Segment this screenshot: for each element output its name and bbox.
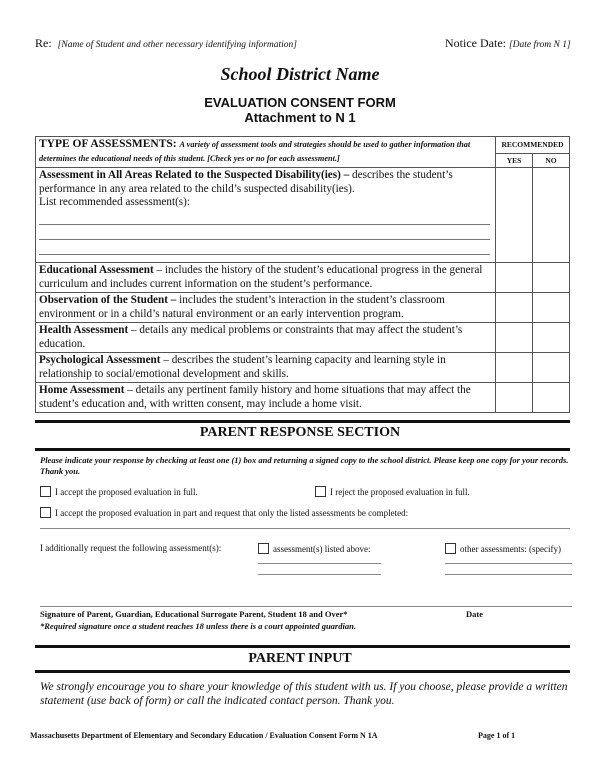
accept-full-checkbox[interactable] — [40, 486, 198, 497]
row-desc: describes the student’s performance in any area related to the child’s suspected disability(ies). — [39, 169, 453, 195]
listed-above-checkbox[interactable] — [258, 543, 370, 554]
no-header: NO — [533, 153, 570, 168]
divider — [35, 420, 570, 423]
parent-input-text: We strongly encourage you to share your knowledge of this student with us. If you choose, please provide a written statement (use back of form) or call the indicated contact person. Thank you. — [40, 681, 568, 707]
form-subtitle: Attachment to N 1 — [244, 110, 356, 125]
notice-value: [Date from N 1] — [508, 40, 571, 50]
yes-cell[interactable] — [496, 293, 533, 323]
checkbox-icon[interactable] — [315, 486, 326, 497]
table-header — [36, 137, 496, 168]
parent-response-title: PARENT RESPONSE SECTION — [199, 425, 401, 440]
no-cell[interactable] — [533, 323, 570, 353]
write-line[interactable] — [39, 225, 490, 240]
re-label: Re: — [35, 36, 52, 50]
other-assessments-checkbox[interactable] — [445, 543, 561, 554]
write-line[interactable] — [40, 528, 570, 529]
signature-note: *Required signature once a student reaches 18 unless there is a court appointed guardian. — [40, 621, 356, 631]
row-desc: – includes the history of the student’s educational progress in the general curriculum and includes current information on the student’s performance. — [39, 264, 483, 290]
yes-cell[interactable] — [496, 323, 533, 353]
no-cell[interactable] — [533, 168, 570, 263]
footer-text: Massachusetts Department of Elementary and Secondary Education / Evaluation Consent Form N 1A — [30, 731, 378, 740]
no-cell[interactable] — [533, 263, 570, 293]
write-line[interactable] — [39, 240, 490, 255]
row-name: Home Assessment — [39, 384, 125, 396]
write-line[interactable] — [258, 563, 381, 564]
write-line[interactable] — [258, 574, 381, 575]
accept-part-label: I accept the proposed evaluation in part and request that only the listed assessments be completed: — [55, 507, 409, 518]
row-extra: List recommended assessment(s): — [39, 196, 190, 208]
yes-cell[interactable] — [496, 383, 533, 413]
row-desc: – details any medical problems or constraints that may affect the student’s education. — [39, 324, 463, 350]
yes-header: YES — [496, 153, 533, 168]
checkbox-icon[interactable] — [40, 507, 51, 518]
re-value: [Name of Student and other necessary identifying information] — [57, 40, 297, 50]
parent-input-title: PARENT INPUT — [248, 651, 352, 666]
table-row — [36, 353, 570, 383]
no-cell[interactable] — [533, 353, 570, 383]
listed-above-label: assessment(s) listed above: — [273, 543, 371, 554]
divider — [35, 645, 570, 648]
other-label: other assessments: (specify) — [460, 543, 561, 554]
heading: TYPE OF ASSESSMENTS: — [39, 138, 177, 150]
heading-note: A variety of assessment tools and strategies should be used to gather information that determines the educational needs of this student. [Check yes or no for each assessment.] — [39, 140, 471, 163]
yes-cell[interactable] — [496, 263, 533, 293]
accept-full-label: I accept the proposed evaluation in full. — [55, 486, 198, 497]
reject-full-label: I reject the proposed evaluation in full. — [330, 486, 470, 497]
table-row — [36, 323, 570, 353]
additional-label: I additionally request the following assessment(s): — [40, 543, 222, 553]
row-name: Observation of the Student – — [39, 294, 177, 306]
page-number: Page 1 of 1 — [478, 731, 516, 740]
row-name: Educational Assessment — [39, 264, 154, 276]
recommended-header: RECOMMENDED — [496, 137, 570, 154]
checkbox-icon[interactable] — [40, 486, 51, 497]
row-name: Psychological Assessment — [39, 354, 161, 366]
table-row — [36, 168, 570, 263]
form-title — [0, 95, 600, 125]
assessment-table — [35, 136, 570, 413]
checkbox-icon[interactable] — [445, 543, 456, 554]
checkbox-icon[interactable] — [258, 543, 269, 554]
divider — [35, 448, 570, 451]
table-row — [36, 263, 570, 293]
divider — [35, 670, 570, 673]
form-title-text: EVALUATION CONSENT FORM — [204, 95, 396, 110]
reject-full-checkbox[interactable] — [315, 486, 470, 497]
notice-label: Notice Date: — [445, 36, 506, 50]
row-desc: – details any pertinent family history and home situations that may affect the student’s education and, with written consent, may include a home visit. — [39, 384, 471, 410]
write-line[interactable] — [445, 574, 572, 575]
signature-line[interactable] — [40, 606, 572, 607]
accept-part-checkbox[interactable] — [40, 507, 408, 518]
write-line[interactable] — [39, 210, 490, 225]
notice-date — [445, 36, 571, 51]
re-line — [35, 36, 297, 51]
no-cell[interactable] — [533, 383, 570, 413]
row-name: Assessment in All Areas Related to the Suspected Disability(ies) – — [39, 169, 350, 181]
signature-label: Signature of Parent, Guardian, Educational Surrogate Parent, Student 18 and Over* — [40, 609, 348, 619]
table-row — [36, 383, 570, 413]
district-name: School District Name — [220, 64, 380, 84]
yes-cell[interactable] — [496, 168, 533, 263]
row-desc: – describes the student’s learning capacity and learning style in relationship to social/emotional development and skills. — [39, 354, 446, 380]
table-row — [36, 293, 570, 323]
row-name: Health Assessment — [39, 324, 129, 336]
write-line[interactable] — [445, 563, 572, 564]
date-label: Date — [466, 609, 483, 619]
no-cell[interactable] — [533, 293, 570, 323]
response-instructions: Please indicate your response by checking at least one (1) box and returning a signed copy to the school district. Please keep one copy for your records. Thank you. — [40, 455, 569, 476]
row-desc: includes the student’s interaction in the student’s classroom environment or in a child’s natural environment or an early intervention program. — [39, 294, 445, 320]
yes-cell[interactable] — [496, 353, 533, 383]
